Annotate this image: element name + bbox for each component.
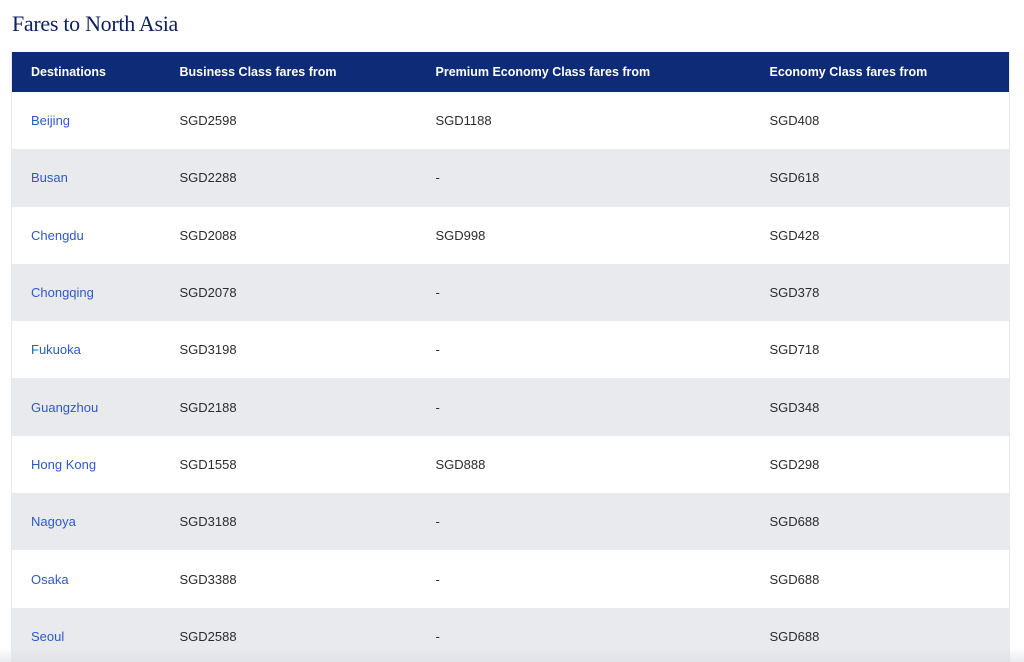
business-fare: SGD2088 — [161, 207, 417, 264]
economy-fare: SGD688 — [751, 493, 1010, 550]
destination-link[interactable]: Chengdu — [31, 227, 84, 243]
destination-cell — [12, 321, 161, 378]
destination-link[interactable]: Osaka — [31, 571, 69, 587]
table-row — [12, 92, 1010, 149]
header-business-class: Business Class fares from — [161, 52, 417, 92]
header-row — [12, 52, 1010, 92]
premium-economy-fare: - — [417, 378, 751, 435]
premium-economy-fare: SGD1188 — [417, 92, 751, 149]
economy-fare: SGD688 — [751, 550, 1010, 607]
fares-table — [11, 52, 1010, 662]
table-row — [12, 321, 1010, 378]
premium-economy-fare: - — [417, 321, 751, 378]
destination-link[interactable]: Guangzhou — [31, 399, 99, 415]
destination-cell — [12, 550, 161, 607]
economy-fare: SGD618 — [751, 149, 1010, 206]
destination-cell — [12, 378, 161, 435]
table-row — [12, 378, 1010, 435]
destination-link[interactable]: Beijing — [31, 113, 71, 129]
business-fare: SGD3388 — [161, 550, 417, 607]
header-economy-class: Economy Class fares from — [751, 52, 1010, 92]
business-fare: SGD3188 — [161, 493, 417, 550]
destination-cell — [12, 264, 161, 321]
destination-link[interactable]: Busan — [31, 170, 68, 186]
premium-economy-fare: - — [417, 608, 751, 662]
destination-link[interactable]: Chongqing — [31, 285, 94, 301]
business-fare: SGD2598 — [161, 92, 417, 149]
destination-link[interactable]: Nagoya — [31, 514, 76, 530]
table-row — [12, 608, 1010, 662]
economy-fare: SGD348 — [751, 378, 1010, 435]
business-fare: SGD1558 — [161, 436, 417, 493]
economy-fare: SGD428 — [751, 207, 1010, 264]
page-title: Fares to North Asia — [12, 11, 179, 36]
premium-economy-fare: - — [417, 493, 751, 550]
table-row — [12, 207, 1010, 264]
destination-link[interactable]: Hong Kong — [31, 456, 97, 472]
header-destinations: Destinations — [12, 52, 161, 92]
table-row — [12, 149, 1010, 206]
destination-link[interactable]: Fukuoka — [31, 342, 81, 358]
premium-economy-fare: SGD998 — [417, 207, 751, 264]
premium-economy-fare: - — [417, 550, 751, 607]
business-fare: SGD2188 — [161, 378, 417, 435]
premium-economy-fare: - — [417, 264, 751, 321]
table-row — [12, 436, 1010, 493]
premium-economy-fare: - — [417, 149, 751, 206]
destination-link[interactable]: Seoul — [31, 628, 65, 644]
destination-cell — [12, 608, 161, 662]
business-fare: SGD2588 — [161, 608, 417, 662]
business-fare: SGD3198 — [161, 321, 417, 378]
destination-cell — [12, 207, 161, 264]
table-row — [12, 493, 1010, 550]
header-premium-economy-class: Premium Economy Class fares from — [417, 52, 751, 92]
table-row — [12, 550, 1010, 607]
economy-fare: SGD688 — [751, 608, 1010, 662]
premium-economy-fare: SGD888 — [417, 436, 751, 493]
economy-fare: SGD298 — [751, 436, 1010, 493]
destination-cell — [12, 92, 161, 149]
destination-cell — [12, 149, 161, 206]
table-row — [12, 264, 1010, 321]
economy-fare: SGD408 — [751, 92, 1010, 149]
economy-fare: SGD378 — [751, 264, 1010, 321]
table-header — [12, 52, 1010, 92]
table-body — [12, 92, 1010, 662]
destination-cell — [12, 436, 161, 493]
business-fare: SGD2078 — [161, 264, 417, 321]
economy-fare: SGD718 — [751, 321, 1010, 378]
destination-cell — [12, 493, 161, 550]
business-fare: SGD2288 — [161, 149, 417, 206]
